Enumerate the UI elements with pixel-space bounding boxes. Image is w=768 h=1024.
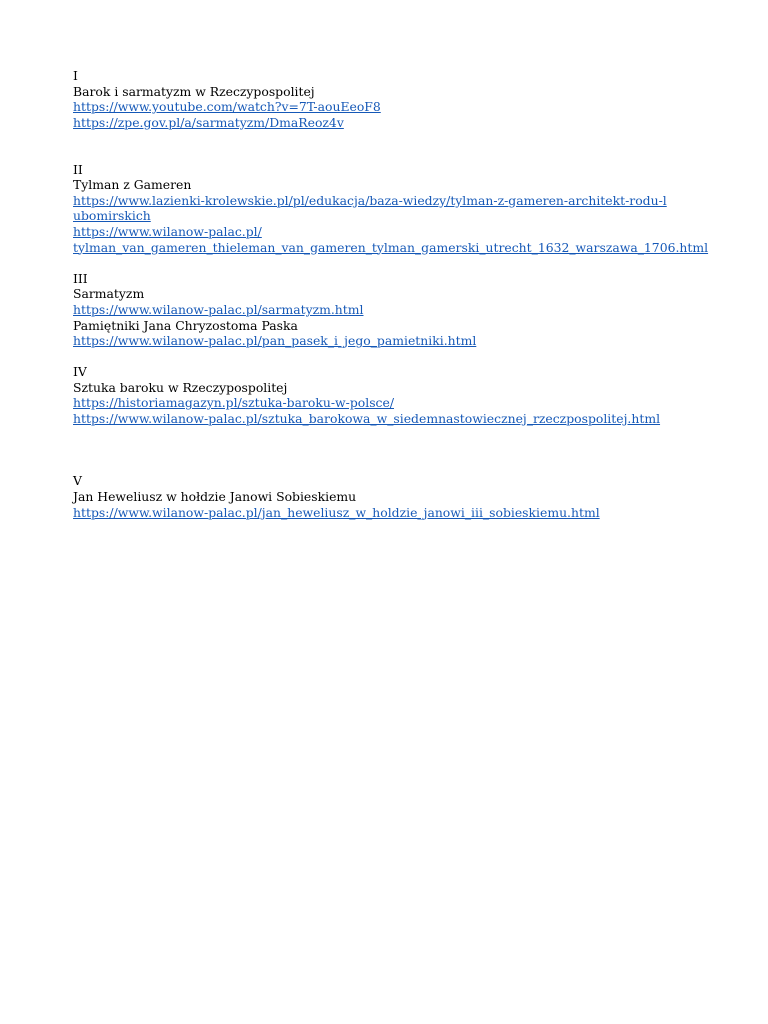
section-4 bbox=[73, 364, 713, 426]
section-numeral: IV bbox=[73, 364, 87, 380]
section-title: Sztuka baroku w Rzeczypospolitej bbox=[73, 379, 288, 395]
section-subtitle: Pamiętniki Jana Chryzostoma Paska bbox=[73, 317, 298, 333]
link-wilanow-heweliusz[interactable]: https://www.wilanow-palac.pl/jan_heweliusz_w_holdzie_janowi_iii_sobieskiemu.html bbox=[73, 504, 600, 520]
section-numeral: V bbox=[73, 473, 82, 489]
section-title: Barok i sarmatyzm w Rzeczypospolitej bbox=[73, 83, 315, 99]
section-5 bbox=[73, 473, 713, 520]
link-wilanow-pasek[interactable]: https://www.wilanow-palac.pl/pan_pasek_i_jego_pamietniki.html bbox=[73, 333, 477, 349]
section-1 bbox=[73, 68, 713, 130]
spacer bbox=[73, 349, 713, 365]
section-3 bbox=[73, 271, 713, 349]
document-page bbox=[73, 68, 713, 520]
link-zpe-sarmatyzm[interactable]: https://zpe.gov.pl/a/sarmatyzm/DmaReoz4v bbox=[73, 114, 344, 130]
spacer bbox=[73, 427, 713, 458]
link-wilanow-tylman[interactable]: tylman_van_gameren_thieleman_van_gameren_tylman_gamerski_utrecht_1632_warszawa_1706.html bbox=[73, 239, 709, 255]
spacer bbox=[73, 458, 713, 474]
section-title: Sarmatyzm bbox=[73, 286, 145, 302]
section-title: Jan Heweliusz w hołdzie Janowi Sobieskiemu bbox=[73, 489, 357, 505]
spacer bbox=[73, 255, 713, 271]
link-lazienki-tylman[interactable]: https://www.lazienki-krolewskie.pl/pl/edukacja/baza-wiedzy/tylman-z-gameren-architekt-rodu-lubomirskich bbox=[73, 192, 667, 224]
link-wilanow-home[interactable]: https://www.wilanow-palac.pl/ bbox=[73, 223, 262, 239]
link-wilanow-sztuka-barokowa[interactable]: https://www.wilanow-palac.pl/sztuka_barokowa_w_siedemnastowiecznej_rzeczpospolitej.html bbox=[73, 411, 661, 427]
link-youtube-video[interactable]: https://www.youtube.com/watch?v=7T-aouEeoF8 bbox=[73, 99, 381, 115]
section-numeral: I bbox=[73, 68, 78, 83]
link-historiamagazyn-barok[interactable]: https://historiamagazyn.pl/sztuka-baroku-w-polsce/ bbox=[73, 395, 394, 411]
spacer bbox=[73, 130, 713, 161]
link-wilanow-sarmatyzm[interactable]: https://www.wilanow-palac.pl/sarmatyzm.html bbox=[73, 301, 364, 317]
section-numeral: III bbox=[73, 270, 88, 286]
section-2 bbox=[73, 162, 713, 256]
section-numeral: II bbox=[73, 161, 83, 177]
section-title: Tylman z Gameren bbox=[73, 177, 192, 193]
